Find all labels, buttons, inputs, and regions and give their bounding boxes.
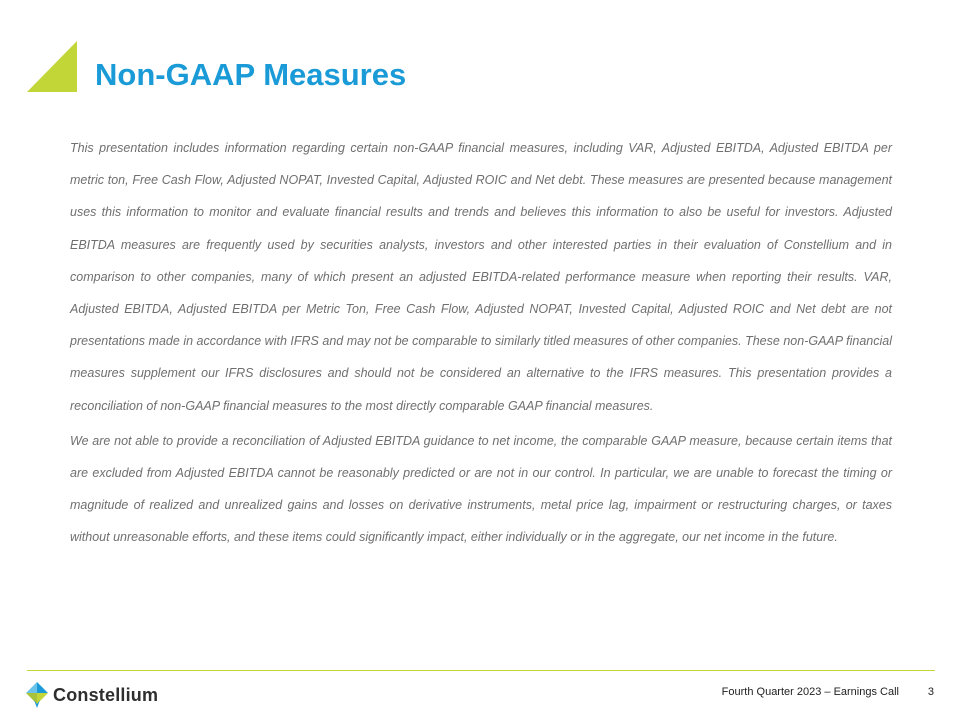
constellium-logo-icon [26,682,48,708]
company-logo [26,682,158,708]
paragraph-non-gaap-intro: This presentation includes information regarding certain non-GAAP financial measures, including VAR, Adjusted EBITDA, Adjusted EBITDA per metric ton, Free Cash Flow, Adjusted NOPAT, Invested Capital, Adjusted ROIC and Net debt. These measures are presented because management uses this information to monitor and evaluate financial results and trends and believes this information to also be useful for investors. Adjusted EBITDA measures are frequently used by securities analysts, investors and other interested parties in their evaluation of Constellium and in comparison to other companies, many of which present an adjusted EBITDA-related performance measure when reporting their results. VAR, Adjusted EBITDA, Adjusted EBITDA per Metric Ton, Free Cash Flow, Adjusted NOPAT, Invested Capital, Adjusted ROIC and Net debt are not presentations made in accordance with IFRS and may not be comparable to similarly titled measures of other companies. These non-GAAP financial measures supplement our IFRS disclosures and should not be considered an alternative to the IFRS measures. This presentation provides a reconciliation of non-GAAP financial measures to the most directly comparable GAAP financial measures. [70,141,892,413]
page-number: 3 [927,686,934,698]
green-triangle-icon [27,41,77,92]
paragraph-reconciliation-note: We are not able to provide a reconciliation of Adjusted EBITDA guidance to net income, the comparable GAAP measure, because certain items that are excluded from Adjusted EBITDA cannot be reasonably predicted or are not in our control. In particular, we are unable to forecast the timing or magnitude of realized and unrealized gains and losses on derivative instruments, metal price lag, impairment or restructuring charges, or taxes without unreasonable efforts, and these items could significantly impact, either individually or in the aggregate, our net income in the future. [70,433,892,545]
body-text [70,132,892,554]
footer-divider [27,670,935,671]
page-title: Non-GAAP Measures [95,57,407,92]
logo-wordmark: Constellium [53,684,159,705]
footer-caption: Fourth Quarter 2023 – Earnings Call [721,686,899,698]
